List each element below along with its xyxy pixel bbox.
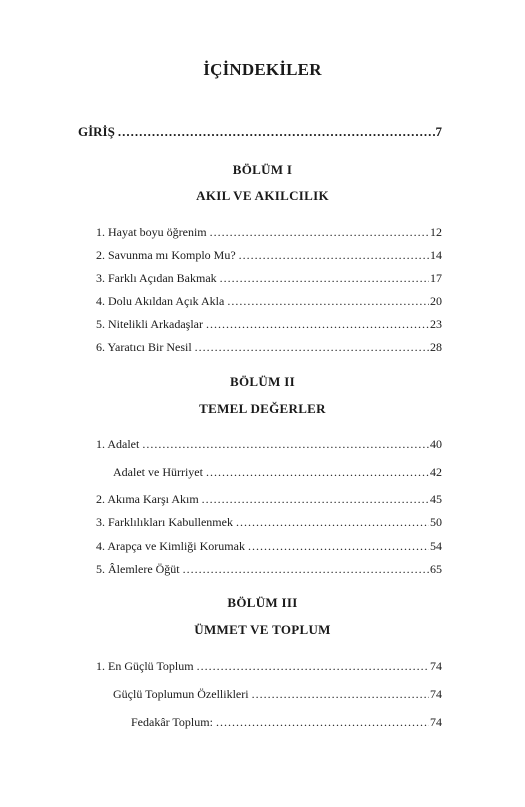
toc-entry-label: Fedakâr Toplum: bbox=[131, 715, 213, 729]
toc-entry-page: 45 bbox=[430, 492, 442, 506]
dot-leader bbox=[206, 464, 429, 480]
dot-leader bbox=[195, 339, 429, 355]
toc-entry-page: 50 bbox=[430, 515, 442, 529]
toc-entry-label: Güçlü Toplumun Özellikleri bbox=[113, 687, 249, 701]
section-title: ÜMMET VE TOPLUM bbox=[194, 622, 331, 637]
toc-entry[interactable] bbox=[96, 247, 442, 263]
toc-entry-label: 1. Hayat boyu öğrenim bbox=[96, 225, 207, 239]
toc-entry[interactable] bbox=[96, 316, 442, 332]
toc-entry-label: 4. Arapça ve Kimliği Korumak bbox=[96, 539, 245, 553]
section-heading: BÖLÜM II bbox=[230, 374, 295, 389]
toc-entry[interactable] bbox=[113, 686, 442, 702]
toc-entry-label: Adalet ve Hürriyet bbox=[113, 465, 203, 479]
dot-leader bbox=[252, 686, 429, 702]
dot-leader bbox=[202, 491, 429, 507]
toc-entry[interactable] bbox=[96, 561, 442, 577]
toc-entry-page: 42 bbox=[430, 465, 442, 479]
toc-entry-page: 74 bbox=[430, 687, 442, 701]
toc-entry-page: 28 bbox=[430, 340, 442, 354]
toc-entry-label: 5. Nitelikli Arkadaşlar bbox=[96, 317, 203, 331]
toc-entry-page: 40 bbox=[430, 437, 442, 451]
dot-leader bbox=[248, 538, 429, 554]
dot-leader bbox=[220, 270, 429, 286]
toc-entry[interactable] bbox=[96, 491, 442, 507]
toc-entry-label: 2. Akıma Karşı Akım bbox=[96, 492, 199, 506]
toc-entry-page: 23 bbox=[430, 317, 442, 331]
section-title: TEMEL DEĞERLER bbox=[199, 401, 326, 416]
toc-entry-page: 54 bbox=[430, 539, 442, 553]
dot-leader bbox=[206, 316, 429, 332]
toc-entry[interactable] bbox=[96, 293, 442, 309]
section-heading: BÖLÜM I bbox=[232, 162, 293, 177]
dot-leader bbox=[197, 658, 429, 674]
toc-entry[interactable] bbox=[96, 658, 442, 674]
toc-entry-label: 5. Âlemlere Öğüt bbox=[96, 562, 180, 576]
dot-leader bbox=[183, 561, 429, 577]
section-heading: BÖLÜM III bbox=[227, 595, 298, 610]
toc-entry-page: 20 bbox=[430, 294, 442, 308]
toc-entry[interactable] bbox=[96, 224, 442, 240]
toc-entry-page: 14 bbox=[430, 248, 442, 262]
toc-entry-label: 3. Farklı Açıdan Bakmak bbox=[96, 271, 217, 285]
toc-entry[interactable] bbox=[96, 436, 442, 452]
section-title: AKIL VE AKILCILIK bbox=[196, 188, 329, 203]
toc-entry-label: 1. Adalet bbox=[96, 437, 140, 451]
toc-entry[interactable] bbox=[96, 339, 442, 355]
toc-entry-label: 2. Savunma mı Komplo Mu? bbox=[96, 248, 236, 262]
toc-entry-page: 74 bbox=[430, 715, 442, 729]
dot-leader bbox=[227, 293, 429, 309]
toc-entry-label: 4. Dolu Akıldan Açık Akla bbox=[96, 294, 225, 308]
toc-entry-page: 7 bbox=[435, 124, 442, 139]
toc-entry-page: 65 bbox=[430, 562, 442, 576]
toc-entry-page: 12 bbox=[430, 225, 442, 239]
toc-entry-page: 74 bbox=[430, 659, 442, 673]
dot-leader bbox=[239, 247, 429, 263]
toc-entry-intro[interactable] bbox=[78, 124, 442, 140]
dot-leader bbox=[142, 436, 429, 452]
toc-entry-label: GİRİŞ bbox=[78, 124, 115, 139]
toc-entry[interactable] bbox=[113, 464, 442, 480]
toc-entry-label: 1. En Güçlü Toplum bbox=[96, 659, 194, 673]
toc-entry[interactable] bbox=[96, 270, 442, 286]
toc-entry[interactable] bbox=[96, 538, 442, 554]
page-title: İÇİNDEKİLER bbox=[203, 60, 322, 79]
dot-leader bbox=[216, 714, 429, 730]
toc-entry[interactable] bbox=[96, 514, 442, 530]
toc-entry-label: 6. Yaratıcı Bir Nesil bbox=[96, 340, 192, 354]
dot-leader bbox=[118, 124, 435, 140]
toc-entry-page: 17 bbox=[430, 271, 442, 285]
toc-entry-label: 3. Farklılıkları Kabullenmek bbox=[96, 515, 233, 529]
dot-leader bbox=[210, 224, 429, 240]
toc-entry[interactable] bbox=[131, 714, 442, 730]
dot-leader bbox=[236, 514, 429, 530]
